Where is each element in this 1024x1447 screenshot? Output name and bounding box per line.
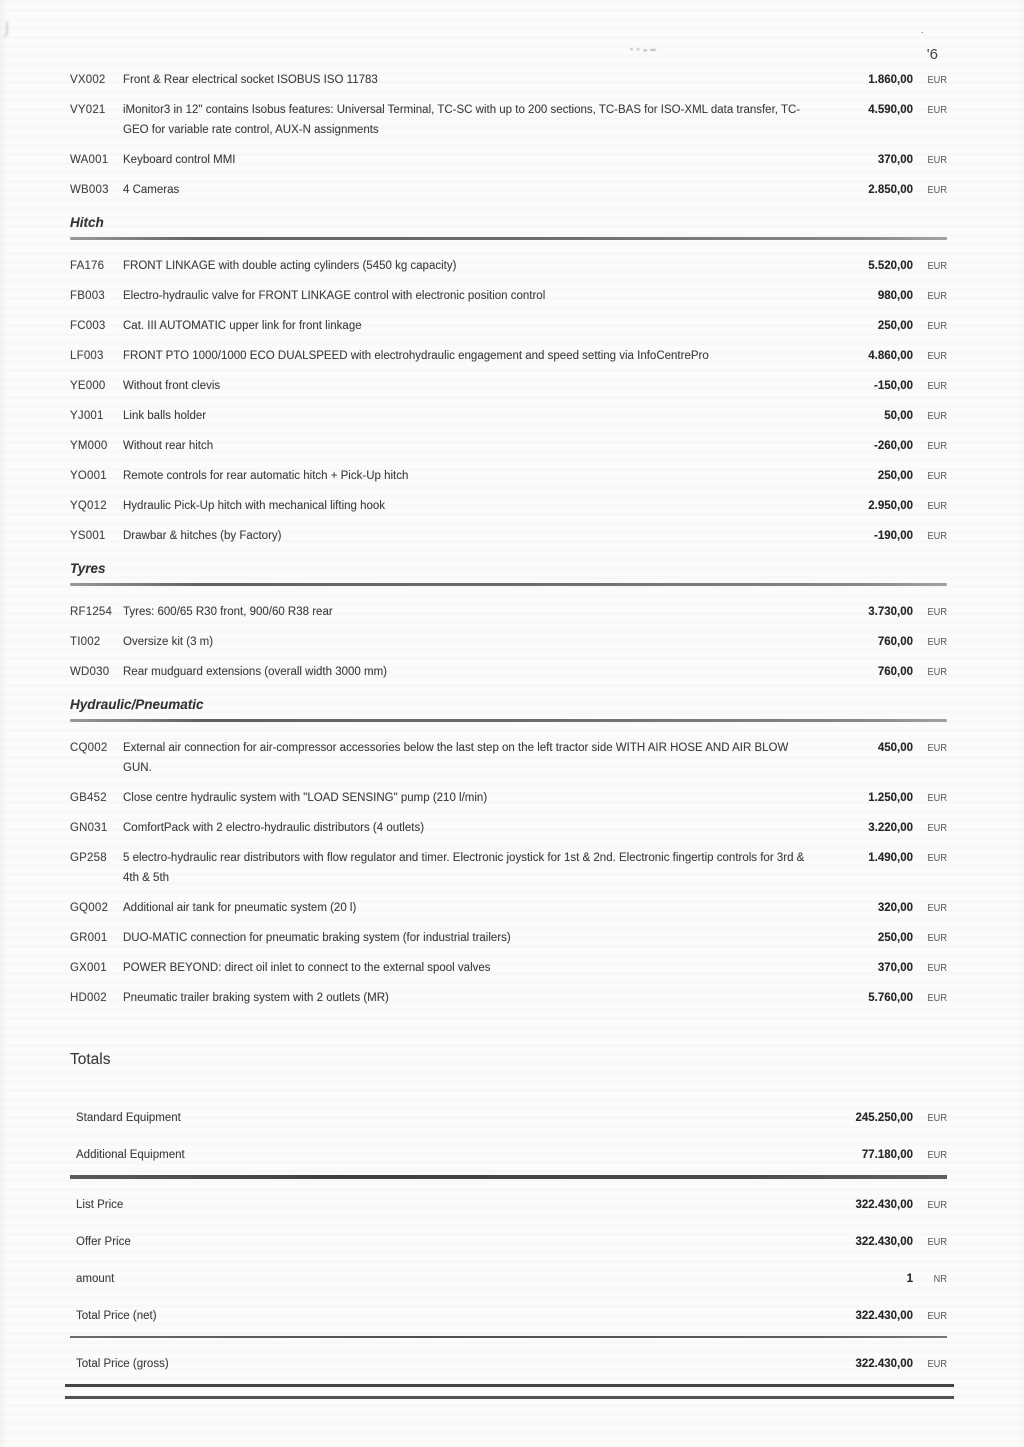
- item-description: Cat. III AUTOMATIC upper link for front linkage: [123, 320, 362, 332]
- total-value: 322.430,00: [855, 1235, 913, 1248]
- total-row: [70, 1232, 947, 1252]
- item-row: [70, 100, 947, 140]
- item-code: TI002: [70, 636, 101, 648]
- item-row: [70, 632, 947, 652]
- item-currency: EUR: [927, 104, 947, 116]
- total-value: 322.430,00: [855, 1358, 913, 1370]
- item-currency: EUR: [927, 932, 947, 944]
- item-description: Pneumatic trailer braking system with 2 outlets (MR): [123, 992, 389, 1004]
- section-items: [70, 256, 947, 546]
- item-price: 2.850,00: [868, 184, 913, 196]
- item-code: YM000: [70, 440, 108, 452]
- item-price: 1.490,00: [868, 852, 913, 864]
- item-description: Link balls holder: [123, 410, 207, 422]
- item-code: GN031: [70, 822, 108, 834]
- item-row: [70, 316, 947, 336]
- scan-dot-artifact: ·: [920, 27, 924, 38]
- item-currency: EUR: [927, 666, 947, 678]
- item-row: [70, 848, 947, 888]
- item-row: [70, 526, 947, 546]
- item-row: [70, 662, 947, 682]
- item-description: iMonitor3 in 12" contains Isobus features: Universal Terminal, TC-SC with up to 200 sections, TC-BAS for ISO-XML data transfer, TC-GEO for variable rate control, AUX-N assignments: [123, 104, 801, 136]
- item-price: 370,00: [877, 962, 913, 974]
- total-unit: EUR: [927, 1358, 947, 1370]
- item-description: Remote controls for rear automatic hitch + Pick-Up hitch: [123, 470, 409, 482]
- item-code: YO001: [70, 470, 107, 482]
- item-code: GX001: [70, 962, 107, 974]
- item-row: [70, 818, 947, 838]
- item-row: [70, 988, 947, 1008]
- item-row: [70, 150, 947, 170]
- item-currency: EUR: [927, 822, 947, 834]
- scan-smudge-artifact: ··-–: [630, 44, 660, 56]
- item-code: GP258: [70, 852, 107, 864]
- totals-section: [70, 1050, 947, 1399]
- item-currency: EUR: [927, 530, 947, 542]
- total-row: [70, 1108, 947, 1128]
- item-price: 1.860,00: [868, 74, 913, 86]
- item-price: -260,00: [873, 440, 913, 452]
- total-value: 322.430,00: [855, 1309, 913, 1322]
- total-label: Total Price (gross): [76, 1358, 169, 1370]
- item-row: [70, 928, 947, 948]
- total-row: [70, 1195, 947, 1215]
- section-title: Hydraulic/Pneumatic: [70, 697, 204, 712]
- item-price: 250,00: [877, 932, 913, 944]
- item-price: -190,00: [873, 530, 913, 542]
- item-row: [70, 738, 947, 778]
- item-code: YQ012: [70, 500, 107, 512]
- item-code: FA176: [70, 260, 105, 272]
- total-label: Total Price (net): [76, 1309, 157, 1322]
- total-unit: EUR: [927, 1112, 947, 1124]
- item-description: FRONT LINKAGE with double acting cylinders (5450 kg capacity): [123, 260, 457, 272]
- item-price: 370,00: [877, 154, 913, 166]
- item-description: Keyboard control MMI: [123, 154, 236, 166]
- page-number: '6: [926, 46, 938, 63]
- total-unit: EUR: [927, 1198, 947, 1211]
- item-description: External air connection for air-compressor accessories below the last step on the left tractor side WITH AIR HOSE AND AIR BLOW GUN.: [123, 742, 789, 774]
- item-price: 5.760,00: [868, 992, 913, 1004]
- item-code: VX002: [70, 74, 106, 86]
- totals-divider-medium: [70, 1336, 947, 1339]
- item-price: 1.250,00: [868, 792, 913, 804]
- equipment-section: [70, 560, 947, 682]
- item-description: POWER BEYOND: direct oil inlet to connect to the external spool valves: [123, 962, 491, 974]
- item-description: Tyres: 600/65 R30 front, 900/60 R38 rear: [123, 606, 333, 618]
- item-description: Drawbar & hitches (by Factory): [123, 530, 282, 542]
- item-currency: EUR: [927, 74, 947, 86]
- item-description: Hydraulic Pick-Up hitch with mechanical lifting hook: [123, 500, 386, 512]
- item-code: LF003: [70, 350, 104, 362]
- item-price: 3.730,00: [868, 606, 913, 618]
- total-row: [70, 1354, 947, 1374]
- item-code: GR001: [70, 932, 108, 944]
- total-value: 245.250,00: [855, 1112, 913, 1124]
- section-items: [70, 602, 947, 682]
- item-code: FB003: [70, 290, 105, 302]
- total-label: amount: [76, 1272, 115, 1285]
- item-code: VY021: [70, 104, 106, 116]
- item-currency: EUR: [927, 410, 947, 422]
- item-price: 760,00: [877, 636, 913, 648]
- item-currency: EUR: [927, 380, 947, 392]
- total-unit: EUR: [927, 1309, 947, 1322]
- item-price: 2.950,00: [868, 500, 913, 512]
- total-unit: NR: [933, 1272, 947, 1285]
- item-description: Rear mudguard extensions (overall width 3000 mm): [123, 666, 387, 678]
- section-divider: [70, 719, 947, 722]
- item-description: Without rear hitch: [123, 440, 214, 452]
- item-currency: EUR: [927, 260, 947, 272]
- section-divider: [70, 237, 947, 240]
- total-value: 322.430,00: [855, 1198, 913, 1211]
- item-price: 4.860,00: [868, 350, 913, 362]
- total-unit: EUR: [927, 1235, 947, 1248]
- totals-rows: [70, 1108, 947, 1399]
- item-currency: EUR: [927, 154, 947, 166]
- item-row: [70, 70, 947, 90]
- item-price: 50,00: [884, 410, 913, 422]
- item-row: [70, 466, 947, 486]
- item-currency: EUR: [927, 742, 947, 754]
- item-row: [70, 602, 947, 622]
- item-currency: EUR: [927, 320, 947, 332]
- item-currency: EUR: [927, 852, 947, 864]
- item-code: HD002: [70, 992, 107, 1004]
- item-description: Close centre hydraulic system with "LOAD SENSING" pump (210 l/min): [123, 792, 488, 804]
- section-title: Hitch: [70, 215, 104, 230]
- section-title: Tyres: [70, 561, 106, 576]
- item-code: YE000: [70, 380, 106, 392]
- equipment-sections: [70, 70, 947, 1008]
- item-code: CQ002: [70, 742, 108, 754]
- item-row: [70, 256, 947, 276]
- totals-divider-double: [65, 1384, 954, 1399]
- item-currency: EUR: [927, 184, 947, 196]
- item-row: [70, 496, 947, 516]
- total-row: [70, 1145, 947, 1165]
- total-label: Additional Equipment: [76, 1149, 185, 1161]
- item-code: FC003: [70, 320, 106, 332]
- item-description: Without front clevis: [123, 380, 221, 392]
- equipment-section: [70, 696, 947, 1008]
- item-price: 3.220,00: [868, 822, 913, 834]
- item-currency: EUR: [927, 440, 947, 452]
- item-price: 5.520,00: [868, 260, 913, 272]
- item-description: DUO-MATIC connection for pneumatic braking system (for industrial trailers): [123, 932, 511, 944]
- item-price: 760,00: [877, 666, 913, 678]
- item-code: WD030: [70, 666, 110, 678]
- item-price: 4.590,00: [868, 104, 913, 116]
- total-label: Offer Price: [76, 1235, 131, 1248]
- item-currency: EUR: [927, 792, 947, 804]
- item-row: [70, 286, 947, 306]
- item-code: YS001: [70, 530, 106, 542]
- totals-divider-thick: [70, 1175, 947, 1179]
- item-description: ComfortPack with 2 electro-hydraulic distributors (4 outlets): [123, 822, 425, 834]
- item-price: 250,00: [877, 470, 913, 482]
- item-row: [70, 436, 947, 456]
- total-value: 77.180,00: [861, 1149, 913, 1161]
- section-items: [70, 738, 947, 1008]
- item-currency: EUR: [927, 962, 947, 974]
- item-description: 5 electro-hydraulic rear distributors with flow regulator and timer. Electronic joystick for 1st & 2nd. Electronic fingertip controls for 3rd & 4th & 5th: [123, 852, 805, 884]
- total-unit: EUR: [927, 1149, 947, 1161]
- section-divider: [70, 583, 947, 586]
- equipment-section: [70, 70, 947, 200]
- item-currency: EUR: [927, 992, 947, 1004]
- item-price: 980,00: [877, 290, 913, 302]
- item-code: YJ001: [70, 410, 104, 422]
- item-row: [70, 958, 947, 978]
- total-label: Standard Equipment: [76, 1112, 181, 1124]
- item-code: GQ002: [70, 902, 109, 914]
- section-items: [70, 70, 947, 200]
- item-currency: EUR: [927, 500, 947, 512]
- item-currency: EUR: [927, 470, 947, 482]
- item-description: 4 Cameras: [123, 184, 180, 196]
- item-code: RF1254: [70, 606, 113, 618]
- item-row: [70, 898, 947, 918]
- item-currency: EUR: [927, 636, 947, 648]
- item-row: [70, 406, 947, 426]
- item-row: [70, 376, 947, 396]
- item-description: Additional air tank for pneumatic system (20 l): [123, 902, 357, 914]
- item-price: 450,00: [877, 742, 913, 754]
- equipment-section: [70, 214, 947, 546]
- total-row: [70, 1306, 947, 1326]
- item-price: -150,00: [873, 380, 913, 392]
- item-currency: EUR: [927, 606, 947, 618]
- item-price: 320,00: [877, 902, 913, 914]
- item-price: 250,00: [877, 320, 913, 332]
- item-code: GB452: [70, 792, 107, 804]
- item-description: FRONT PTO 1000/1000 ECO DUALSPEED with electrohydraulic engagement and speed setting via InfoCentrePro: [123, 350, 709, 362]
- item-row: [70, 788, 947, 808]
- total-value: 1: [906, 1272, 913, 1285]
- item-row: [70, 346, 947, 366]
- total-row: [70, 1269, 947, 1289]
- item-currency: EUR: [927, 350, 947, 362]
- item-currency: EUR: [927, 902, 947, 914]
- totals-title: Totals: [70, 1051, 111, 1068]
- item-code: WB003: [70, 184, 109, 196]
- item-description: Electro-hydraulic valve for FRONT LINKAGE control with electronic position control: [123, 290, 546, 302]
- item-description: Oversize kit (3 m): [123, 636, 214, 648]
- item-row: [70, 180, 947, 200]
- item-currency: EUR: [927, 290, 947, 302]
- item-code: WA001: [70, 154, 109, 166]
- total-label: List Price: [76, 1198, 124, 1211]
- item-description: Front & Rear electrical socket ISOBUS ISO 11783: [123, 74, 378, 86]
